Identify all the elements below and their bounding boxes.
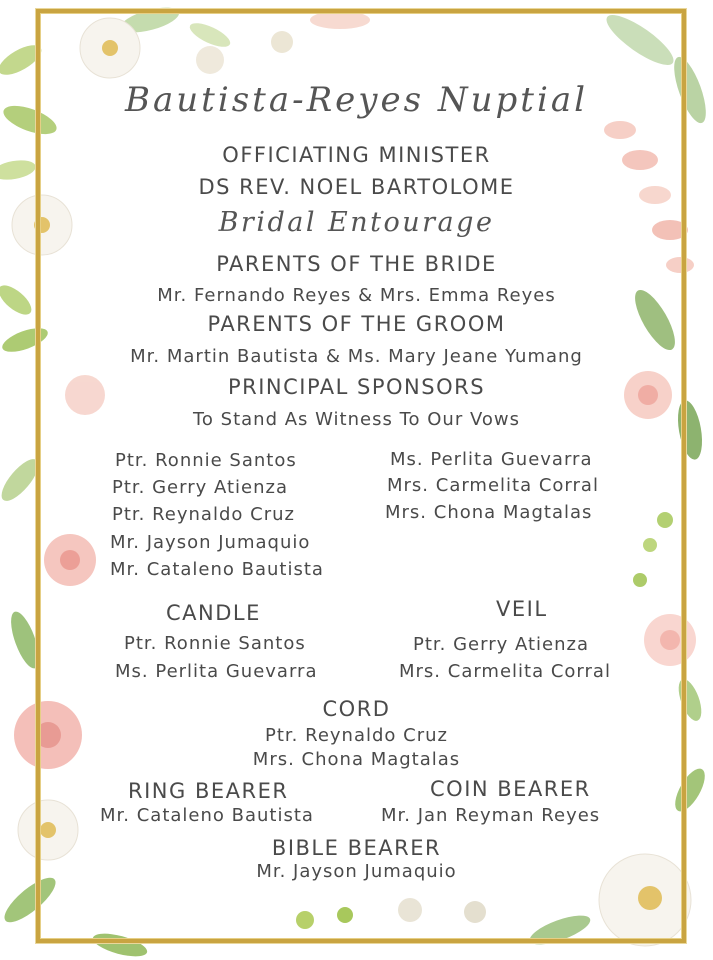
sponsor-left-5: Mr. Cataleno Bautista xyxy=(110,559,324,580)
sponsor-right-2: Mrs. Carmelita Corral xyxy=(387,475,599,496)
sponsors-subheading: To Stand As Witness To Our Vows xyxy=(193,409,520,430)
sponsors-heading: PRINCIPAL SPONSORS xyxy=(227,375,486,399)
parents-bride-heading: PARENTS OF THE BRIDE xyxy=(216,252,497,276)
sponsor-left-3: Ptr. Reynaldo Cruz xyxy=(112,504,295,525)
officiating-name: DS REV. NOEL BARTOLOME xyxy=(198,175,515,199)
veil-heading: VEIL xyxy=(496,597,548,621)
sponsor-left-1: Ptr. Ronnie Santos xyxy=(115,450,297,471)
invitation-title: Bautista-Reyes Nuptial xyxy=(125,80,588,120)
cord-heading: CORD xyxy=(322,697,391,721)
cord-name-2: Mrs. Chona Magtalas xyxy=(252,749,461,770)
candle-name-2: Ms. Perlita Guevarra xyxy=(115,661,318,682)
ring-bearer-name: Mr. Cataleno Bautista xyxy=(100,805,314,826)
parents-groom-heading: PARENTS OF THE GROOM xyxy=(207,312,506,336)
parents-bride-names: Mr. Fernando Reyes & Mrs. Emma Reyes xyxy=(157,285,556,306)
parents-groom-names: Mr. Martin Bautista & Ms. Mary Jeane Yumang xyxy=(130,346,583,367)
candle-name-1: Ptr. Ronnie Santos xyxy=(124,633,306,654)
sponsor-left-4: Mr. Jayson Jumaquio xyxy=(110,532,311,553)
veil-name-2: Mrs. Carmelita Corral xyxy=(399,661,611,682)
entourage-title: Bridal Entourage xyxy=(218,207,495,238)
bible-bearer-name: Mr. Jayson Jumaquio xyxy=(256,861,457,882)
sponsor-right-1: Ms. Perlita Guevarra xyxy=(390,449,593,470)
sponsor-left-2: Ptr. Gerry Atienza xyxy=(112,477,289,498)
officiating-heading: OFFICIATING MINISTER xyxy=(222,143,491,167)
bible-bearer-heading: BIBLE BEARER xyxy=(271,836,442,860)
coin-bearer-name: Mr. Jan Reyman Reyes xyxy=(381,805,601,826)
coin-bearer-heading: COIN BEARER xyxy=(430,777,591,801)
cord-name-1: Ptr. Reynaldo Cruz xyxy=(265,725,448,746)
veil-name-1: Ptr. Gerry Atienza xyxy=(413,634,590,655)
sponsor-right-3: Mrs. Chona Magtalas xyxy=(385,502,593,523)
candle-heading: CANDLE xyxy=(166,601,261,625)
ring-bearer-heading: RING BEARER xyxy=(128,779,289,803)
